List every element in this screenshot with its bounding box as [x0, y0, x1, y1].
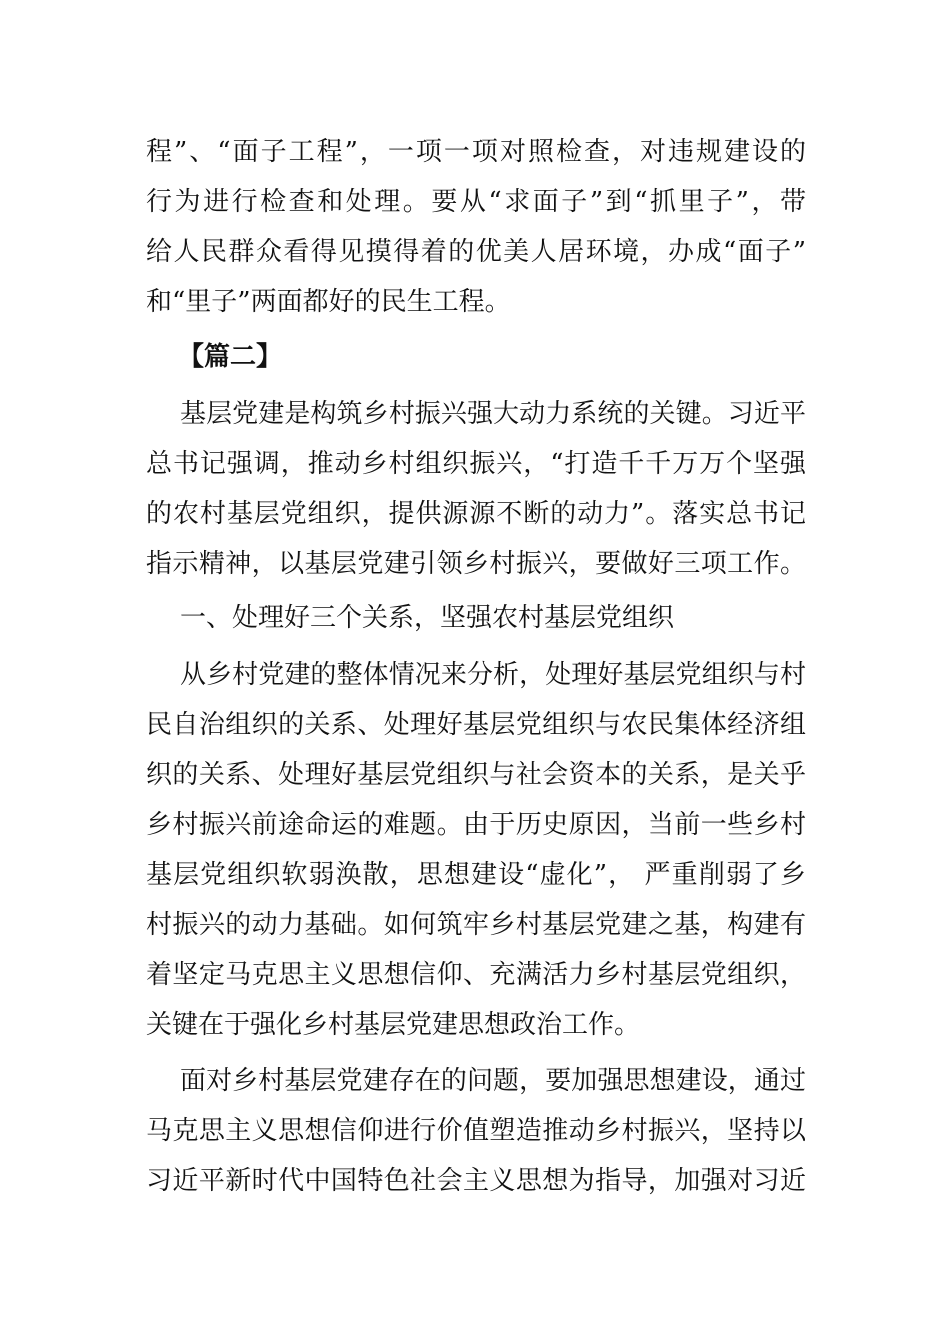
text-line: 给人民群众看得见摸得着的优美人居环境，办成“面子”	[146, 237, 806, 267]
text-line: 基层党组织软弱涣散，思想建设“虚化”， 严重削弱了乡	[146, 860, 806, 890]
text-line: 和“里子”两面都好的民生工程。	[146, 287, 511, 317]
text-line: 着坚定马克思主义思想信仰、充满活力乡村基层党组织，	[146, 960, 806, 990]
text-line: 从乡村党建的整体情况来分析，处理好基层党组织与村	[180, 660, 806, 690]
text-line: 的农村基层党组织，提供源源不断的动力”。落实总书记	[146, 499, 806, 529]
text-line: 习近平新时代中国特色社会主义思想为指导，加强对习近	[146, 1166, 806, 1196]
text-line: 乡村振兴前途命运的难题。由于历史原因，当前一些乡村	[146, 810, 806, 840]
text-line: 织的关系、处理好基层党组织与社会资本的关系，是关乎	[146, 760, 806, 790]
text-line: 面对乡村基层党建存在的问题，要加强思想建设，通过	[180, 1066, 806, 1096]
text-line: 总书记强调，推动乡村组织振兴，“打造千千万万个坚强	[146, 449, 806, 479]
text-line: 基层党建是构筑乡村振兴强大动力系统的关键。习近平	[180, 399, 806, 429]
text-line: 指示精神，以基层党建引领乡村振兴，要做好三项工作。	[146, 549, 806, 579]
text-line: 行为进行检查和处理。要从“求面子”到“抓里子”，带	[146, 187, 806, 217]
text-line: 马克思主义思想信仰进行价值塑造推动乡村振兴，坚持以	[146, 1116, 806, 1146]
text-line: 关键在于强化乡村基层党建思想政治工作。	[146, 1010, 641, 1040]
subheading: 一、处理好三个关系，坚强农村基层党组织	[180, 603, 675, 633]
section-title: 【篇二】	[178, 342, 283, 372]
text-line: 程”、“面子工程”，一项一项对照检查，对违规建设的	[146, 137, 806, 167]
text-line: 村振兴的动力基础。如何筑牢乡村基层党建之基，构建有	[146, 910, 806, 940]
text-line: 民自治组织的关系、处理好基层党组织与农民集体经济组	[146, 710, 806, 740]
